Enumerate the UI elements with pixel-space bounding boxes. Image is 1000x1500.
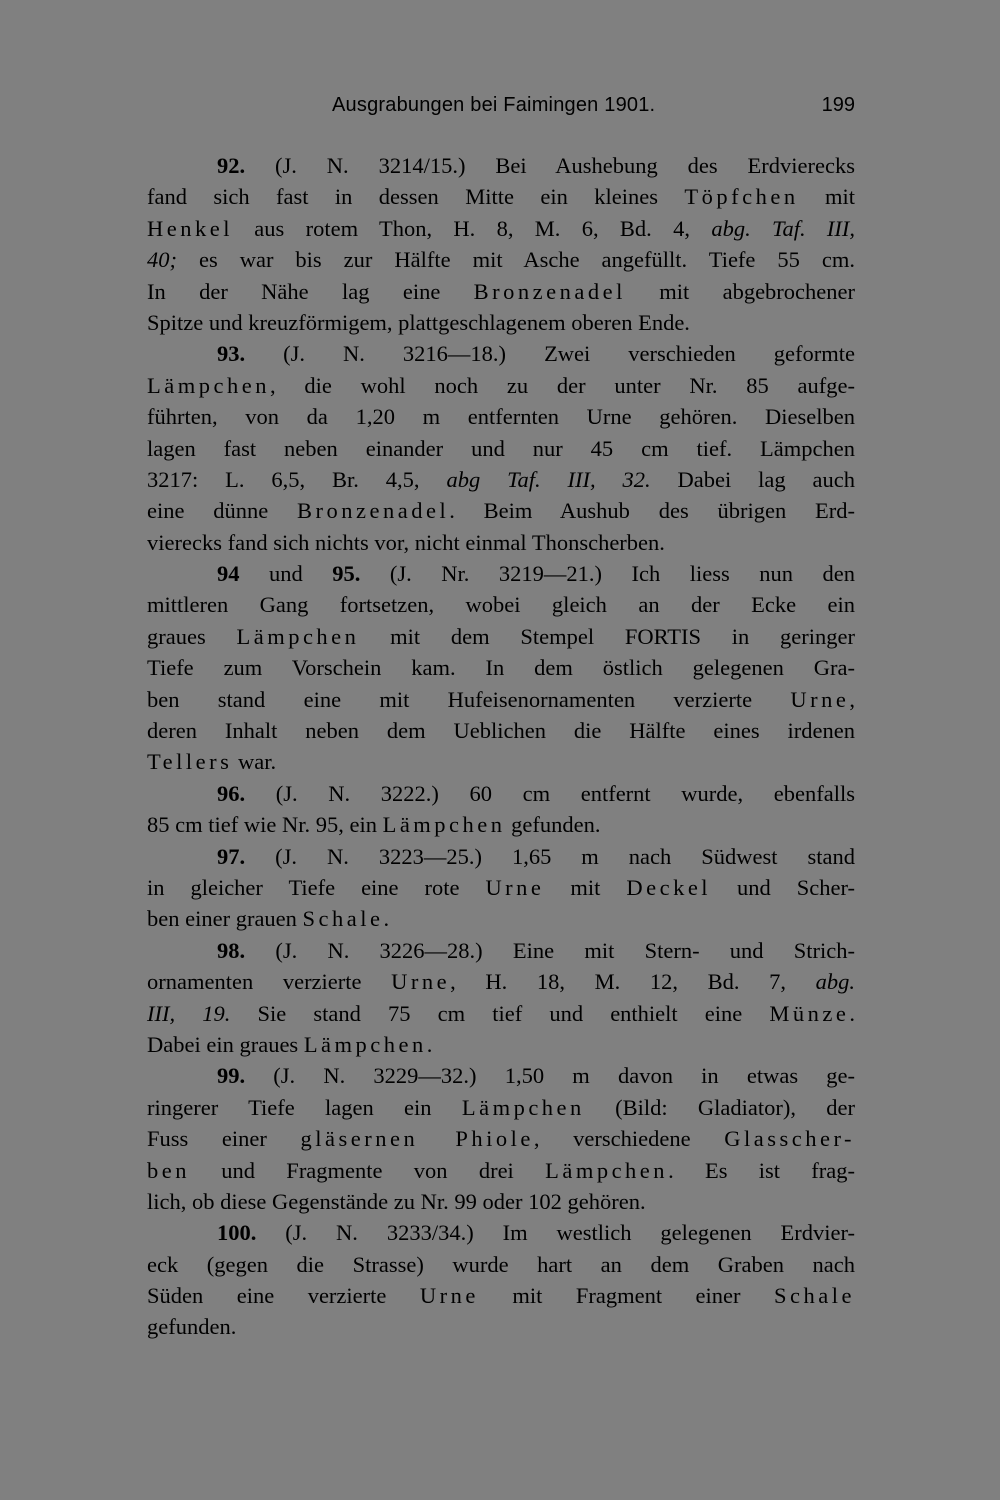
- text-segment: 3217: L. 6,5, Br. 4,5,: [147, 466, 447, 492]
- text-line: [147, 276, 855, 307]
- spaced-term: Bronzenadel: [473, 278, 626, 304]
- text-line: [147, 527, 855, 558]
- entry-number: 99.: [217, 1063, 246, 1089]
- text-segment: (Bild: Gladiator), der: [584, 1094, 855, 1120]
- text-segment: lagen fast neben einander und nur 45 cm tief. Lämpchen: [147, 435, 855, 461]
- text-line: [147, 1092, 855, 1123]
- text-segment: war.: [232, 749, 277, 775]
- text-line: [147, 1060, 855, 1091]
- text-segment: (J. N. 3233/34.) Im westlich gelegenen Erdvier-: [256, 1220, 855, 1246]
- spaced-term: Urne: [485, 874, 545, 900]
- text-line: [147, 589, 855, 620]
- text-line: [147, 213, 855, 244]
- spaced-term: gläsernen Phiole: [300, 1126, 534, 1152]
- spaced-term: Henkel: [147, 215, 233, 241]
- text-segment: (J. N. 3229—32.) 1,50 m davon in etwas ge-: [245, 1063, 855, 1089]
- text-segment: . Es ist frag-: [668, 1157, 855, 1183]
- text-segment: , die wohl noch zu der unter Nr. 85 aufge-: [269, 372, 855, 398]
- spaced-term: Schale: [774, 1283, 855, 1309]
- spaced-term: Urne: [391, 969, 451, 995]
- spaced-term: Schale: [302, 906, 384, 932]
- text-segment: (J. N. 3216—18.) Zwei verschieden geformte: [245, 341, 855, 367]
- text-segment: eck (gegen die Strasse) wurde hart an dem Graben nach: [147, 1251, 855, 1277]
- text-line: [147, 1123, 855, 1154]
- text-segment: aus rotem Thon, H. 8, M. 6, Bd. 4,: [232, 215, 712, 241]
- body-text: [147, 150, 855, 1343]
- entry-number: 92.: [217, 153, 246, 178]
- spaced-term: ben: [147, 1157, 190, 1183]
- spaced-term: Lämpchen: [147, 372, 270, 398]
- italic-reference: abg.: [815, 969, 856, 995]
- text-segment: ben einer grauen: [147, 906, 303, 932]
- text-line: [147, 244, 855, 275]
- text-line: [147, 746, 855, 777]
- text-line: [147, 495, 855, 526]
- text-segment: führten, von da 1,20 m entfernten Urne gehören. Dieselben: [147, 404, 855, 430]
- text-segment: (J. N. 3214/15.) Bei Aushebung des Erdvierecks: [245, 153, 855, 178]
- text-segment: Fuss einer: [147, 1126, 301, 1152]
- text-line: [147, 652, 855, 683]
- text-line: [147, 935, 855, 966]
- spaced-term: Urne: [790, 686, 850, 712]
- text-segment: fand sich fast in dessen Mitte ein kleines: [147, 184, 685, 210]
- italic-reference: 40;: [147, 247, 177, 273]
- spaced-term: Lämpchen: [461, 1094, 585, 1120]
- text-line: [147, 621, 855, 652]
- text-segment: (J. N. 3223—25.) 1,65 m nach Südwest stand: [245, 843, 855, 869]
- text-line: [147, 307, 855, 338]
- text-segment: 85 cm tief wie Nr. 95, ein: [147, 812, 383, 838]
- spaced-term: Töpfchen: [684, 184, 799, 210]
- text-segment: graues: [147, 623, 237, 649]
- spaced-term: Urne: [419, 1283, 479, 1309]
- text-segment: gefunden.: [147, 1314, 237, 1340]
- text-line: [147, 150, 855, 181]
- spaced-term: Münze: [769, 1000, 850, 1026]
- text-segment: ringerer Tiefe lagen ein: [147, 1094, 462, 1120]
- text-line: [147, 684, 855, 715]
- text-segment: Dabei ein graues: [147, 1031, 304, 1057]
- text-segment: , verschiedene: [533, 1126, 725, 1152]
- text-line: [147, 1280, 855, 1311]
- text-segment: Spitze und kreuzförmigem, plattgeschlagenem oberen Ende.: [147, 309, 690, 335]
- text-line: [147, 1217, 855, 1248]
- text-segment: Tiefe zum Vorschein kam. In dem östlich gelegenen Gra-: [147, 655, 855, 681]
- text-line: [147, 1186, 855, 1217]
- text-line: [147, 966, 855, 997]
- text-segment: deren Inhalt neben dem Ueblichen die Hälfte eines irdenen: [147, 718, 855, 744]
- text-line: [147, 778, 855, 809]
- entry-number: 93.: [217, 341, 246, 367]
- text-segment: in gleicher Tiefe eine rote: [147, 874, 486, 900]
- text-segment: In der Nähe lag eine: [147, 278, 474, 304]
- text-line: [147, 1155, 855, 1186]
- text-line: [147, 338, 855, 369]
- text-segment: (J. N. 3226—28.) Eine mit Stern- und Strich-: [245, 937, 855, 963]
- text-line: [147, 841, 855, 872]
- text-segment: . Beim Aushub des übrigen Erd-: [449, 498, 855, 524]
- text-line: [147, 181, 855, 212]
- text-line: [147, 464, 855, 495]
- text-line: [147, 401, 855, 432]
- spaced-term: Lämpchen: [545, 1157, 669, 1183]
- entry-number: 95.: [332, 561, 361, 587]
- running-head: [147, 94, 855, 124]
- text-line: [147, 433, 855, 464]
- spaced-term: Bronzenadel: [297, 498, 450, 524]
- text-segment: eine dünne: [147, 498, 298, 524]
- text-segment: Sie stand 75 cm tief und enthielt eine: [230, 1000, 770, 1026]
- text-segment: (J. Nr. 3219—21.) Ich liess nun den: [360, 561, 855, 587]
- italic-reference: abg Taf. III, 32.: [446, 466, 651, 492]
- entry-number: 98.: [217, 937, 246, 963]
- text-segment: ben stand eine mit Hufeisenornamenten verzierte: [147, 686, 791, 712]
- text-segment: Süden eine verzierte: [147, 1283, 420, 1309]
- spaced-term: Lämpchen: [236, 623, 360, 649]
- text-segment: mit: [544, 874, 627, 900]
- page-number: 199: [821, 94, 855, 116]
- text-line: [147, 558, 855, 589]
- text-segment: und: [239, 561, 333, 587]
- text-segment: und Fragmente von drei: [190, 1157, 546, 1183]
- text-segment: lich, ob diese Gegenstände zu Nr. 99 oder 102 gehören.: [147, 1188, 646, 1214]
- spaced-term: Lämpchen: [303, 1031, 427, 1057]
- italic-reference: III, 19.: [147, 1000, 231, 1026]
- text-line: [147, 809, 855, 840]
- text-line: [147, 998, 855, 1029]
- text-segment: Dabei lag auch: [650, 466, 855, 492]
- text-segment: .: [849, 1000, 855, 1026]
- text-line: [147, 903, 855, 934]
- entry-number: 94: [217, 561, 240, 587]
- text-segment: und Scher-: [711, 874, 855, 900]
- spaced-term: Lämpchen: [382, 812, 506, 838]
- text-segment: mit dem Stempel FORTIS in geringer: [359, 623, 855, 649]
- text-line: [147, 1029, 855, 1060]
- italic-reference: abg. Taf. III,: [711, 215, 855, 241]
- text-segment: ,: [849, 686, 855, 712]
- spaced-term: Tellers: [147, 749, 233, 775]
- text-line: [147, 1311, 855, 1342]
- text-line: [147, 370, 855, 401]
- spaced-term: Glasscher-: [724, 1126, 855, 1152]
- text-segment: gefunden.: [505, 812, 601, 838]
- entry-number: 96.: [217, 780, 246, 806]
- text-line: [147, 1249, 855, 1280]
- text-segment: .: [426, 1031, 433, 1057]
- text-line: [147, 872, 855, 903]
- text-segment: mit: [798, 184, 855, 210]
- entry-number: 97.: [217, 843, 246, 869]
- spaced-term: Deckel: [626, 874, 712, 900]
- text-segment: .: [383, 906, 390, 932]
- text-segment: mittleren Gang fortsetzen, wobei gleich an der Ecke ein: [147, 592, 855, 618]
- text-line: [147, 715, 855, 746]
- text-segment: mit abgebrochener: [625, 278, 856, 304]
- entry-number: 100.: [217, 1220, 257, 1246]
- text-segment: es war bis zur Hälfte mit Asche angefüllt. Tiefe 55 cm.: [177, 247, 855, 273]
- text-segment: vierecks fand sich nichts vor, nicht einmal Thonscherben.: [147, 529, 665, 555]
- text-segment: ornamenten verzierte: [147, 969, 392, 995]
- running-title: Ausgrabungen bei Faimingen 1901.: [332, 94, 656, 116]
- text-segment: , H. 18, M. 12, Bd. 7,: [450, 969, 816, 995]
- text-segment: mit Fragment einer: [478, 1283, 775, 1309]
- text-segment: (J. N. 3222.) 60 cm entfernt wurde, ebenfalls: [245, 780, 855, 806]
